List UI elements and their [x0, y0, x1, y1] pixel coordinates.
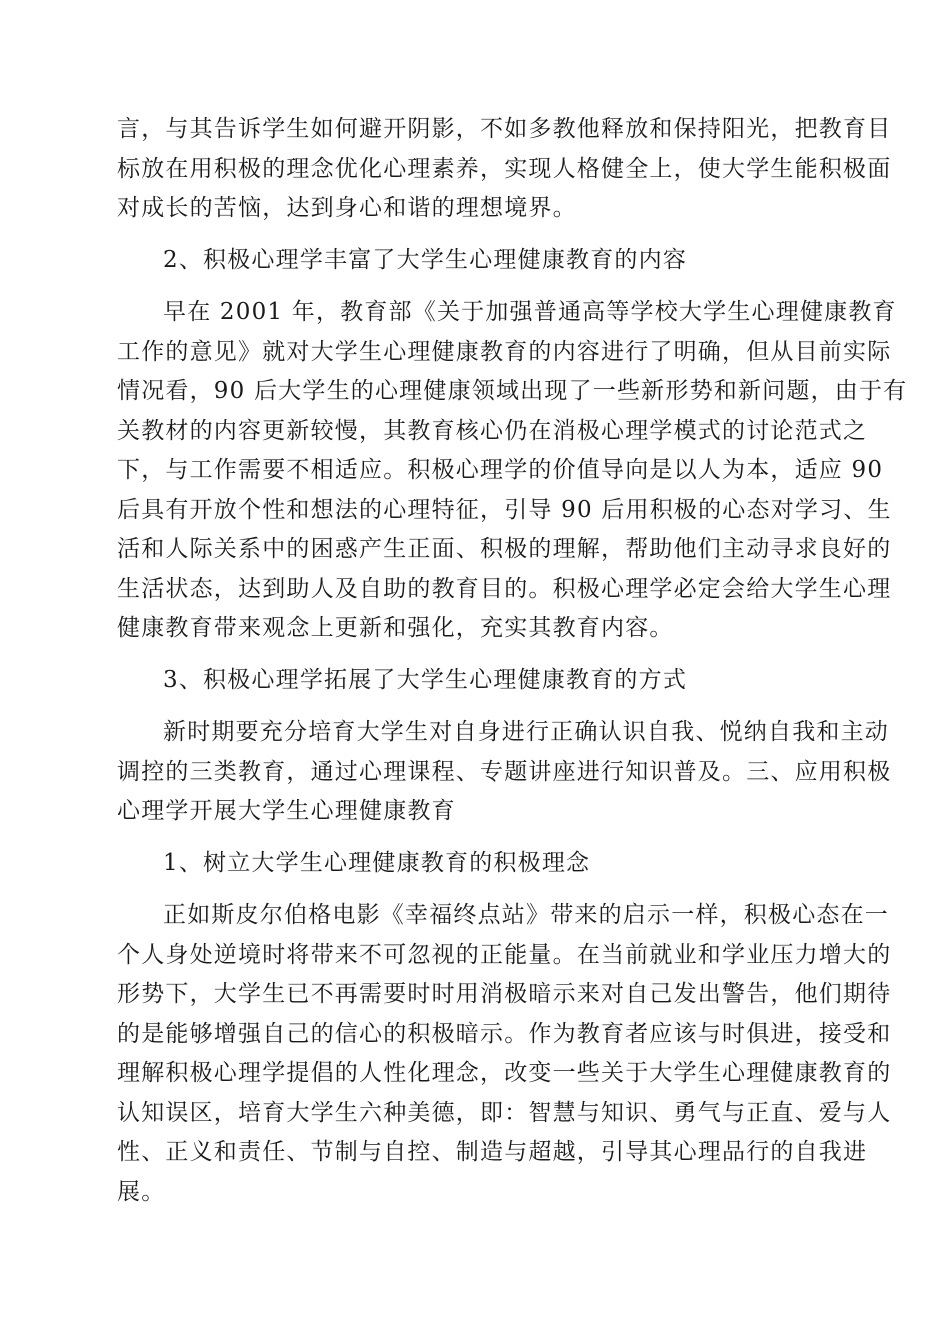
paragraph-line: 工作的意见》就对大学生心理健康教育的内容进行了明确，但从目前实际 — [117, 339, 892, 365]
paragraph-line: 性、正义和责任、节制与自控、制造与超越，引导其心理品行的自我进 — [117, 1139, 868, 1165]
paragraph-line: 标放在用积极的理念优化心理素养，实现人格健全上，使大学生能积极面 — [117, 156, 892, 182]
paragraph-line: 活和人际关系中的困惑产生正面、积极的理解，帮助他们主动寻求良好的 — [117, 536, 892, 562]
section-heading: 1、树立大学生心理健康教育的积极理念 — [163, 850, 591, 876]
paragraph-line: 展。 — [117, 1179, 166, 1205]
paragraph-line: 健康教育带来观念上更新和强化，充实其教育内容。 — [117, 615, 674, 641]
paragraph-line: 下，与工作需要不相适应。积极心理学的价值导向是以人为本，适应 90 — [117, 457, 884, 483]
paragraph-line: 认知误区，培育大学生六种美德，即：智慧与知识、勇气与正直、爱与人 — [117, 1100, 892, 1126]
paragraph-line: 后具有开放个性和想法的心理特征，引导 90 后用积极的心态对学习、生 — [117, 497, 892, 523]
paragraph-line: 关教材的内容更新较慢，其教育核心仍在消极心理学模式的讨论范式之 — [117, 418, 868, 444]
section-heading: 2、积极心理学丰富了大学生心理健康教育的内容 — [163, 247, 688, 273]
paragraph-line: 对成长的苦恼，达到身心和谐的理想境界。 — [117, 195, 577, 221]
paragraph-line: 早在 2001 年，教育部《关于加强普通高等学校大学生心理健康教育 — [163, 299, 897, 325]
paragraph-line: 言，与其告诉学生如何避开阴影，不如多教他释放和保持阳光，把教育目 — [117, 116, 892, 142]
paragraph-line: 形势下，大学生已不再需要时时用消极暗示来对自己发出警告，他们期待 — [117, 981, 892, 1007]
paragraph-line: 新时期要充分培育大学生对自身进行正确认识自我、悦纳自我和主动 — [163, 719, 889, 745]
paragraph-line: 情况看，90 后大学生的心理健康领域出现了一些新形势和新问题，由于有 — [117, 378, 908, 404]
paragraph-line: 心理学开展大学生心理健康教育 — [117, 798, 456, 824]
paragraph-line: 生活状态，达到助人及自助的教育目的。积极心理学必定会给大学生心理 — [117, 576, 892, 602]
paragraph-line: 个人身处逆境时将带来不可忽视的正能量。在当前就业和学业压力增大的 — [117, 942, 892, 968]
paragraph-line: 调控的三类教育，通过心理课程、专题讲座进行知识普及。三、应用积极 — [117, 759, 892, 785]
paragraph-line: 正如斯皮尔伯格电影《幸福终点站》带来的启示一样，积极心态在一 — [163, 902, 889, 928]
paragraph-line: 理解积极心理学提倡的人性化理念，改变一些关于大学生心理健康教育的 — [117, 1060, 892, 1086]
paragraph-line: 的是能够增强自己的信心的积极暗示。作为教育者应该与时俱进，接受和 — [117, 1021, 892, 1047]
section-heading: 3、积极心理学拓展了大学生心理健康教育的方式 — [163, 667, 688, 693]
